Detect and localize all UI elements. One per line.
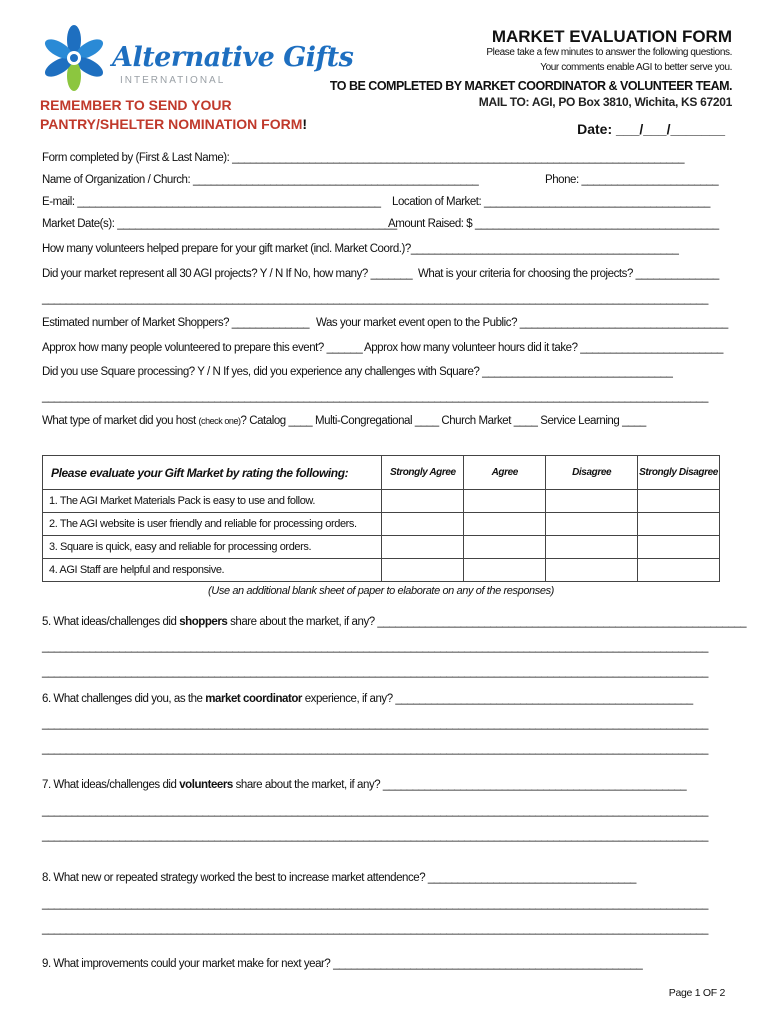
rating-cell[interactable] — [638, 536, 720, 559]
mailing-address: MAIL TO: AGI, PO Box 3810, Wichita, KS 67201 — [478, 95, 732, 109]
square-continued-line[interactable]: ________________________________________________________________________________________________________________ — [42, 391, 708, 403]
market-type-field[interactable] — [42, 415, 646, 427]
square-processing-field[interactable]: Did you use Square processing? Y / N If yes, did you experience any challenges with Square? ________________________________ — [42, 366, 673, 378]
volunteers-helped-field[interactable]: How many volunteers helped prepare for your gift market (incl. Market Coord.)?_____________________________________________ — [42, 243, 679, 255]
logo-subtitle: INTERNATIONAL — [120, 75, 226, 86]
q6-answer-line[interactable]: experience, if any? __________________________________________________ — [301, 693, 693, 705]
column-agree: Agree — [464, 456, 546, 490]
question-8[interactable]: 8. What new or repeated strategy worked the best to increase market attendence? ___________________________________ — [42, 872, 637, 884]
table-row — [43, 513, 720, 536]
people-volunteered-field[interactable]: Approx how many people volunteered to prepare this event? ______ — [42, 342, 363, 354]
rating-cell[interactable] — [546, 513, 638, 536]
answer-line[interactable]: ________________________________________________________________________________________________________________ — [42, 718, 708, 730]
projects-represented-field[interactable]: Did your market represent all 30 AGI projects? Y / N If No, how many? _______ — [42, 268, 413, 280]
question-9[interactable]: 9. What improvements could your market make for next year? ____________________________________________________ — [42, 958, 643, 970]
q7-text: 7. What ideas/challenges did — [42, 779, 180, 791]
location-field[interactable]: Location of Market: ______________________________________ — [392, 196, 710, 208]
rating-table — [42, 455, 720, 582]
rating-cell[interactable] — [546, 490, 638, 513]
answer-line[interactable]: ________________________________________________________________________________________________________________ — [42, 666, 708, 678]
rating-cell[interactable] — [382, 536, 464, 559]
rating-cell[interactable] — [638, 559, 720, 582]
column-strongly-agree: Strongly Agree — [382, 456, 464, 490]
rating-cell[interactable] — [382, 490, 464, 513]
answer-line[interactable]: ________________________________________________________________________________________________________________ — [42, 805, 708, 817]
rating-header-row — [43, 456, 720, 490]
rating-cell[interactable] — [382, 559, 464, 582]
reminder-line-1: REMEMBER TO SEND YOUR — [40, 97, 232, 113]
rating-header: Please evaluate your Gift Market by rating the following: — [43, 456, 382, 490]
rating-statement: 1. The AGI Market Materials Pack is easy to use and follow. — [43, 490, 382, 513]
rating-cell[interactable] — [546, 559, 638, 582]
reminder-line-2: PANTRY/SHELTER NOMINATION FORM — [40, 116, 303, 132]
organization-field[interactable]: Name of Organization / Church: ________________________________________________ — [42, 174, 479, 186]
q5-bold: shoppers — [179, 616, 228, 628]
column-disagree: Disagree — [546, 456, 638, 490]
ribbon-flower-icon — [38, 22, 118, 102]
question-7[interactable] — [42, 779, 686, 791]
check-one-hint: (check one) — [198, 416, 241, 426]
answer-line[interactable]: ________________________________________________________________________________________________________________ — [42, 641, 708, 653]
q6-text: 6. What challenges did you, as the — [42, 693, 206, 705]
q7-bold: volunteers — [179, 779, 233, 791]
rating-statement: 4. AGI Staff are helpful and responsive. — [43, 559, 382, 582]
table-row — [43, 490, 720, 513]
q5-answer-line[interactable]: share about the market, if any? ______________________________________________________________ — [227, 616, 747, 628]
q5-text: 5. What ideas/challenges did — [42, 616, 180, 628]
answer-line[interactable]: ________________________________________________________________________________________________________________ — [42, 743, 708, 755]
table-row — [43, 536, 720, 559]
date-field[interactable]: Date: ___/___/_______ — [577, 121, 725, 137]
table-row — [43, 559, 720, 582]
criteria-field[interactable]: What is your criteria for choosing the projects? ______________ — [418, 268, 719, 280]
reminder-exclamation: ! — [302, 116, 308, 132]
additional-sheet-note: (Use an additional blank sheet of paper to elaborate on any of the responses) — [208, 585, 554, 597]
rating-statement: 3. Square is quick, easy and reliable for processing orders. — [43, 536, 382, 559]
logo-name: Alternative Gifts — [112, 42, 354, 73]
shoppers-estimate-field[interactable]: Estimated number of Market Shoppers? _____________ — [42, 317, 310, 329]
market-type-label: What type of market did you host — [42, 415, 199, 427]
market-type-options[interactable]: ? Catalog ____ Multi-Congregational ____ Church Market ____ Service Learning ____ — [240, 415, 646, 427]
volunteer-hours-field[interactable]: Approx how many volunteer hours did it take? ________________________ — [364, 342, 723, 354]
question-5[interactable] — [42, 616, 746, 628]
rating-cell[interactable] — [464, 559, 546, 582]
rating-cell[interactable] — [546, 536, 638, 559]
phone-field[interactable]: Phone: _______________________ — [545, 174, 719, 186]
answer-line[interactable]: ________________________________________________________________________________________________________________ — [42, 898, 708, 910]
completed-by-field[interactable]: Form completed by (First & Last Name): ____________________________________________________________________________ — [42, 152, 685, 164]
email-field[interactable]: E-mail: ___________________________________________________ — [42, 196, 381, 208]
rating-cell[interactable] — [382, 513, 464, 536]
completed-by-note: TO BE COMPLETED BY MARKET COORDINATOR & VOLUNTEER TEAM. — [329, 79, 732, 93]
column-strongly-disagree: Strongly Disagree — [638, 456, 720, 490]
nomination-reminder — [40, 96, 307, 134]
answer-line[interactable]: ________________________________________________________________________________________________________________ — [42, 830, 708, 842]
q6-bold: market coordinator — [205, 693, 302, 705]
rating-cell[interactable] — [638, 490, 720, 513]
page-number: Page 1 OF 2 — [668, 987, 725, 999]
form-title: MARKET EVALUATION FORM — [491, 27, 732, 46]
rating-cell[interactable] — [638, 513, 720, 536]
amount-raised-field[interactable]: Amount Raised: $ _________________________________________ — [388, 218, 719, 230]
open-to-public-field[interactable]: Was your market event open to the Public? ___________________________________ — [316, 317, 728, 329]
rating-cell[interactable] — [464, 513, 546, 536]
rating-statement: 2. The AGI website is user friendly and reliable for processing orders. — [43, 513, 382, 536]
question-6[interactable] — [42, 693, 693, 705]
criteria-continued-line[interactable]: ________________________________________________________________________________________________________________ — [42, 293, 708, 305]
instruction-line-2: Your comments enable AGI to better serve you. — [540, 62, 732, 73]
rating-cell[interactable] — [464, 490, 546, 513]
market-dates-field[interactable]: Market Date(s): _______________________________________________ — [42, 218, 397, 230]
instruction-line-1: Please take a few minutes to answer the following questions. — [486, 47, 732, 58]
q7-answer-line[interactable]: share about the market, if any? ___________________________________________________ — [232, 779, 687, 791]
rating-cell[interactable] — [464, 536, 546, 559]
answer-line[interactable]: ________________________________________________________________________________________________________________ — [42, 923, 708, 935]
